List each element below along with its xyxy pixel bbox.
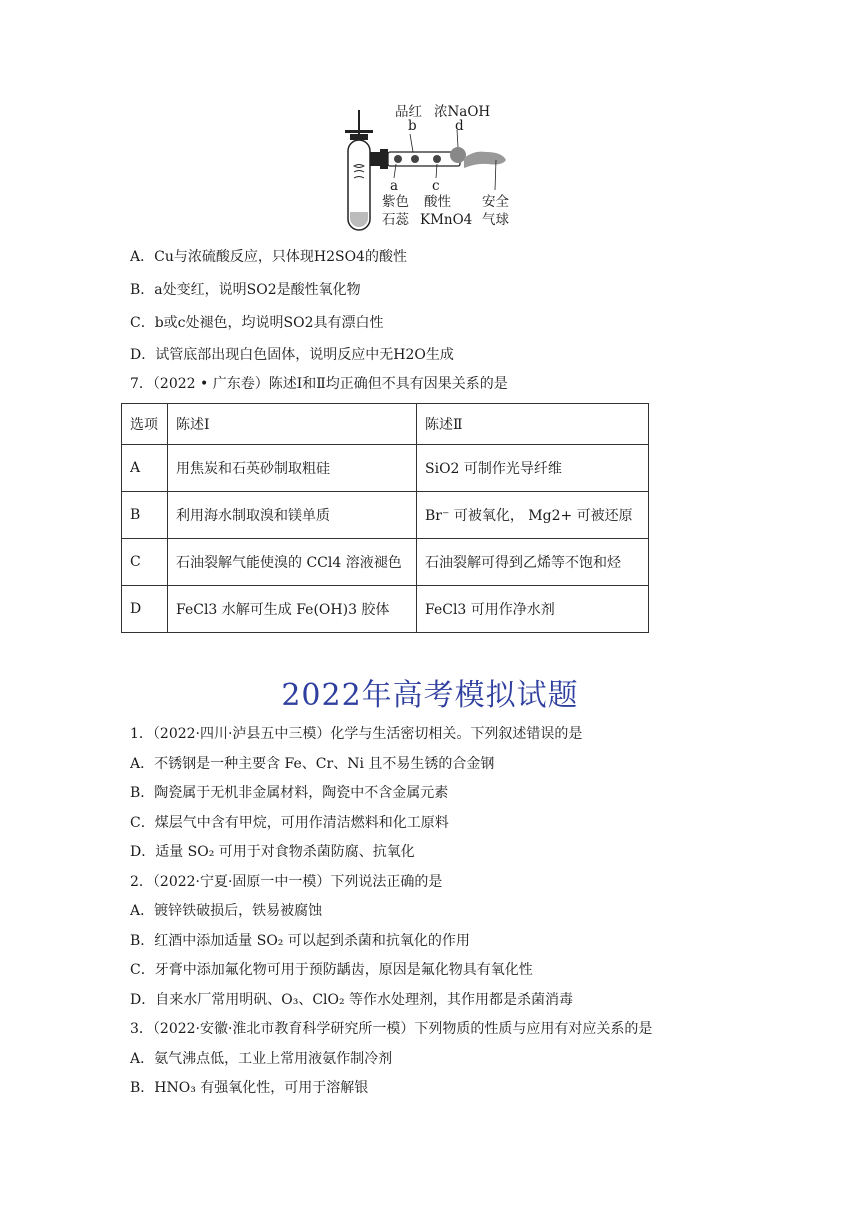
cell-statement-1: 利用海水制取溴和镁单质 [168,492,417,539]
cell-statement-1: 用焦炭和石英砂制取粗硅 [168,445,417,492]
cell-statement-2: Br⁻ 可被氧化， Mg2+ 可被还原 [417,492,649,539]
q2-option-a: A．镀锌铁破损后，铁易被腐蚀 [130,903,323,919]
header-option: 选项 [122,404,168,445]
q2-stem: 2．（2022·宁夏·固原一中一模）下列说法正确的是 [130,874,443,890]
header-statement-2: 陈述Ⅱ [417,404,649,445]
table-row [122,492,649,539]
q1-option-b: B．陶瓷属于无机非金属材料，陶瓷中不含金属元素 [130,785,449,801]
apparatus-figure [340,100,530,235]
cell-option: C [122,539,168,586]
q1-option-a: A．不锈钢是一种主要含 Fe、Cr、Ni 且不易生锈的合金钢 [130,756,495,772]
letter-d: d [455,118,464,134]
label-litmus-2: 石蕊 [382,212,409,228]
label-kmno4-2: KMnO4 [420,212,473,228]
q3-option-b: B．HNO₃ 有强氧化性，可用于溶解银 [130,1080,369,1096]
q1-stem: 1．（2022·四川·泸县五中三模）化学与生活密切相关。下列叙述错误的是 [130,726,583,742]
q2-option-b: B．红酒中添加适量 SO₂ 可以起到杀菌和抗氧化的作用 [130,933,470,949]
cell-statement-2: SiO2 可制作光导纤维 [417,445,649,492]
letter-b: b [408,118,417,134]
cell-option: B [122,492,168,539]
label-balloon-1: 安全 [482,194,509,210]
label-kmno4-1: 酸性 [424,194,451,210]
letter-a: a [390,178,399,194]
q7-table [121,403,649,633]
section-title: 2022年高考模拟试题 [281,678,579,713]
q1-option-c: C．煤层气中含有甲烷，可用作清洁燃料和化工原料 [130,815,449,831]
label-naoh: 浓NaOH [434,104,491,120]
cell-statement-1: FeCl3 水解可生成 Fe(OH)3 胶体 [168,586,417,633]
q6-option-a: A．Cu与浓硫酸反应，只体现H2SO4的酸性 [130,249,407,265]
cell-statement-1: 石油裂解气能使溴的 CCl4 溶液褪色 [168,539,417,586]
q3-option-a: A．氨气沸点低，工业上常用液氨作制冷剂 [130,1051,393,1067]
table-row [122,445,649,492]
q7-stem: 7．（2022 • 广东卷）陈述Ⅰ和Ⅱ均正确但不具有因果关系的是 [130,376,508,392]
label-balloon-2: 气球 [482,212,509,228]
label-litmus-1: 紫色 [382,194,409,210]
cell-statement-2: 石油裂解可得到乙烯等不饱和烃 [417,539,649,586]
cell-option: A [122,445,168,492]
q2-option-c: C．牙膏中添加氟化物可用于预防龋齿，原因是氟化物具有氧化性 [130,962,533,978]
cell-statement-2: FeCl3 可用作净水剂 [417,586,649,633]
cell-option: D [122,586,168,633]
q1-option-d: D．适量 SO₂ 可用于对食物杀菌防腐、抗氧化 [130,844,415,860]
table-header-row [122,404,649,445]
q6-option-b: B．a处变红，说明SO2是酸性氧化物 [130,282,361,298]
q6-option-c: C．b或c处褪色，均说明SO2具有漂白性 [130,315,384,331]
label-pinhong: 品红 [395,104,422,120]
header-statement-1: 陈述Ⅰ [168,404,417,445]
q3-stem: 3．（2022·安徽·淮北市教育科学研究所一模）下列物质的性质与应用有对应关系的是 [130,1021,653,1037]
table-row [122,539,649,586]
q6-option-d: D．试管底部出现白色固体，说明反应中无H2O生成 [130,347,454,363]
q2-option-d: D．自来水厂常用明矾、O₃、ClO₂ 等作水处理剂，其作用都是杀菌消毒 [130,992,574,1008]
table-row [122,586,649,633]
letter-c: c [432,178,440,194]
